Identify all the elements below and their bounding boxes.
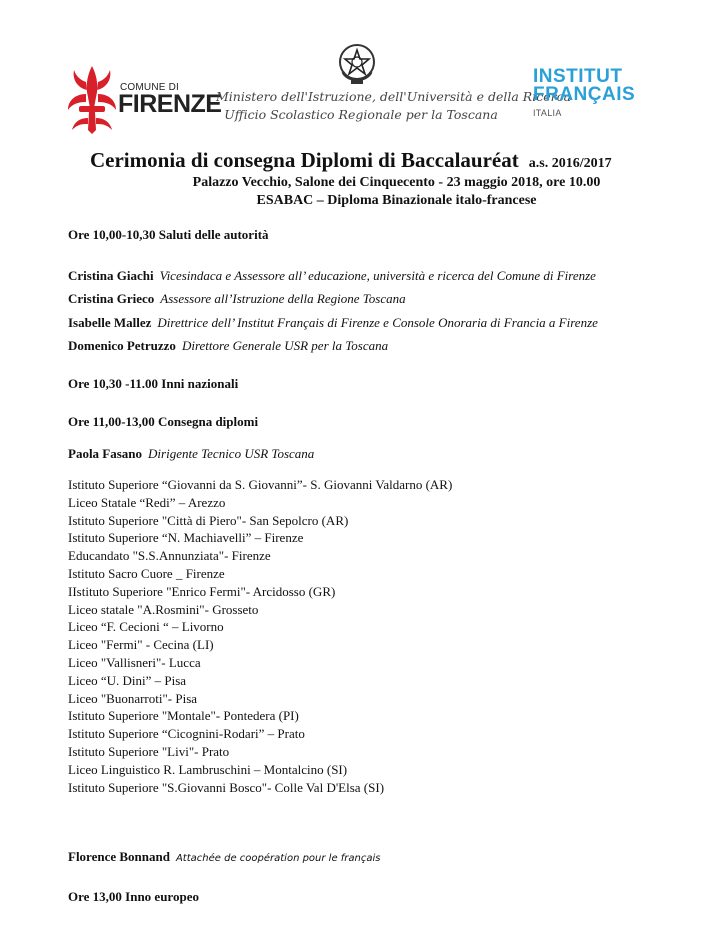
list-item: Liceo "Fermi" - Cecina (LI) — [68, 637, 214, 653]
speaker-role: Direttrice dell’ Institut Français di Firenze e Console Onoraria di Francia a Firenze — [157, 315, 598, 330]
list-item: Istituto Superiore "Montale"- Pontedera (PI) — [68, 708, 299, 724]
list-item: Istituto Superiore "S.Giovanni Bosco"- Colle Val D'Elsa (SI) — [68, 779, 385, 795]
francais-text: FRANÇAIS — [533, 84, 636, 105]
speaker-role: Direttore Generale USR per la Toscana — [181, 338, 389, 353]
list-item: Liceo Statale “Redi” – Arezzo — [68, 494, 226, 510]
florence-lily-icon — [66, 62, 118, 134]
list-item: Liceo "Buonarroti"- Pisa — [68, 690, 198, 706]
ministry-line-2: Ufficio Scolastico Regionale per la Toscana — [224, 107, 498, 122]
speaker-line — [68, 268, 596, 284]
closing-speaker-line — [68, 849, 381, 865]
closing-speaker-name: Florence Bonnand — [68, 849, 170, 864]
document-title: Cerimonia di consegna Diplomi di Baccalauréat — [90, 148, 519, 172]
list-item: Istituto Superiore “Cicognini-Rodari” – Prato — [68, 726, 305, 742]
institut-francais-logo — [533, 68, 643, 118]
firenze-text: FIRENZE — [118, 90, 222, 118]
list-item: Liceo “F. Cecioni “ – Livorno — [68, 619, 224, 635]
agenda-slot-european-anthem: Ore 13,00 Inno europeo — [68, 889, 199, 904]
schools-list — [68, 476, 452, 796]
list-item: Liceo “U. Dini” – Pisa — [68, 672, 187, 688]
presenter-role: Dirigente Tecnico USR Toscana — [148, 446, 315, 461]
venue-date: Palazzo Vecchio, Salone dei Cinquecento - 23 maggio 2018, ore 10.00 — [192, 175, 601, 190]
speaker-line — [68, 291, 406, 307]
school-year: a.s. 2016/2017 — [528, 156, 612, 171]
letterhead — [0, 0, 713, 140]
speaker-name: Domenico Petruzzo — [68, 338, 176, 353]
speaker-name: Cristina Giachi — [68, 268, 154, 283]
comune-di-firenze-logo — [66, 62, 222, 134]
list-item: IIstituto Superiore "Enrico Fermi"- Arcidosso (GR) — [68, 583, 336, 599]
list-item: Liceo "Vallisneri"- Lucca — [68, 654, 201, 670]
presenter-line — [68, 446, 314, 462]
program-name: ESABAC – Diploma Binazionale italo-francese — [256, 193, 537, 208]
speaker-name: Isabelle Mallez — [68, 315, 152, 330]
speaker-role: Vicesindaca e Assessore all’ educazione, università e ricerca del Comune di Firenze — [159, 268, 596, 283]
list-item: Istituto Sacro Cuore _ Firenze — [68, 565, 225, 581]
list-item: Istituto Superiore “N. Machiavelli” – Firenze — [68, 530, 304, 546]
document-title-line — [90, 148, 612, 173]
agenda-slot-greetings: Ore 10,00-10,30 Saluti delle autorità — [68, 227, 269, 242]
list-item: Liceo Linguistico R. Lambruschini – Montalcino (SI) — [68, 761, 348, 777]
closing-speaker-role: Attachée de coopération pour le français — [175, 853, 381, 864]
agenda-slot-diplomas: Ore 11,00-13,00 Consegna diplomi — [68, 414, 259, 429]
italia-text: ITALIA — [533, 108, 562, 118]
agenda-slot-anthems: Ore 10,30 -11.00 Inni nazionali — [68, 376, 239, 391]
list-item: Educandato "S.S.Annunziata"- Firenze — [68, 548, 271, 564]
list-item: Liceo statale "A.Rosmini"- Grosseto — [68, 601, 259, 617]
ministry-line-1: Ministero dell'Istruzione, dell'Università e della Ricerca — [216, 89, 572, 104]
speaker-name: Cristina Grieco — [68, 291, 155, 306]
speaker-line — [68, 315, 598, 331]
list-item: Istituto Superiore "Livi"- Prato — [68, 743, 230, 759]
italian-republic-emblem-icon — [337, 42, 377, 86]
presenter-name: Paola Fasano — [68, 446, 143, 461]
list-item: Istituto Superiore “Giovanni da S. Giovanni”- S. Giovanni Valdarno (AR) — [68, 477, 453, 492]
list-item: Istituto Superiore "Città di Piero"- San Sepolcro (AR) — [68, 512, 349, 528]
institut-text: INSTITUT — [533, 66, 623, 87]
speaker-role: Assessore all’Istruzione della Regione Toscana — [160, 291, 406, 306]
comune-di-text: COMUNE DI — [120, 82, 180, 93]
speaker-line — [68, 338, 388, 354]
